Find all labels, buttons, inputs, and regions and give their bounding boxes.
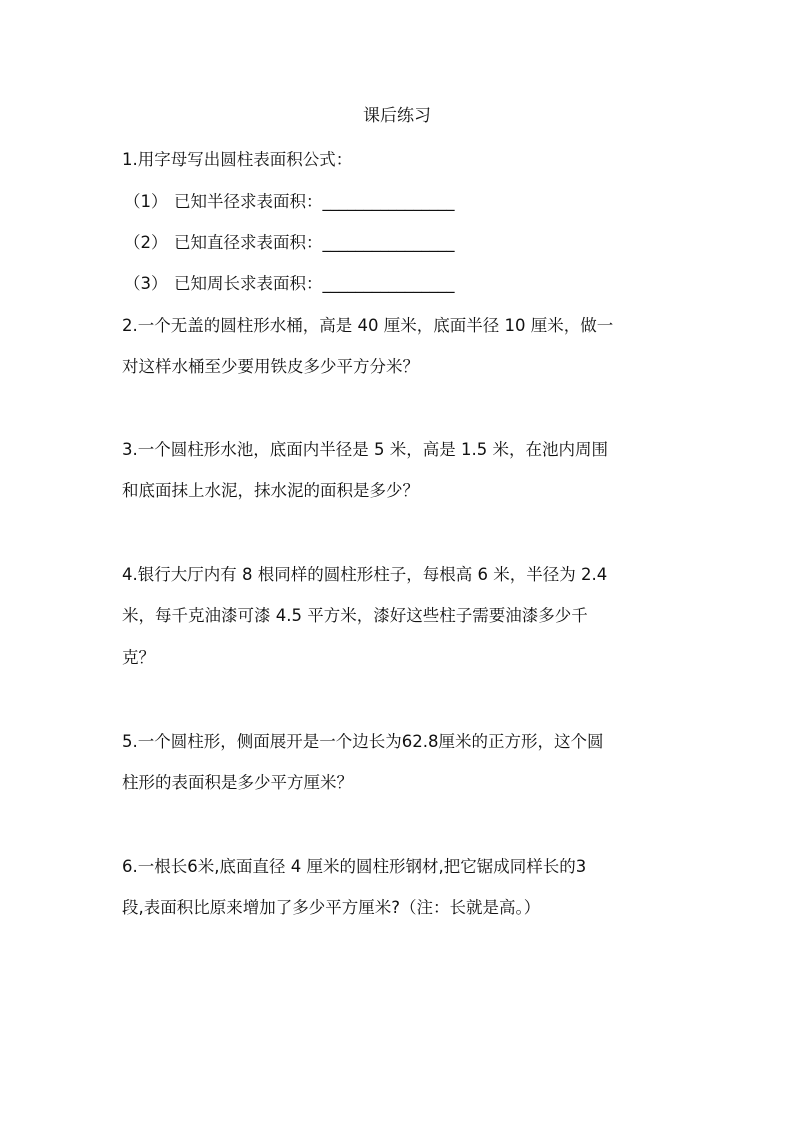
question-5-line: 柱形的表面积是多少平方厘米？ (122, 773, 353, 792)
item-number: （1） (124, 192, 168, 211)
question-6-line: 6.一根长6米,底面直径 4 厘米的圆柱形钢材,把它锯成同样长的3 (122, 857, 587, 876)
question-2-line: 2.一个无盖的圆柱形水桶，高是 40 厘米，底面半径 10 厘米，做一 (122, 316, 614, 335)
item-number: （3） (124, 274, 168, 293)
question-2-line: 对这样水桶至少要用铁皮多少平方分米？ (122, 357, 419, 376)
question-4-line: 米，每千克油漆可漆 4.5 平方米，漆好这些柱子需要油漆多少千 (122, 606, 588, 625)
item-text: 已知周长求表面积：________________ (174, 274, 455, 293)
question-1-prompt: 1.用字母写出圆柱表面积公式： (122, 150, 353, 169)
question-1-item (124, 272, 684, 296)
question-3-line: 3.一个圆柱形水池，底面内半径是 5 米，高是 1.5 米，在池内周围 (122, 440, 608, 459)
question-6-line: 段,表面积比原来增加了多少平方厘米?（注：长就是高。） (122, 898, 541, 917)
question-1-item (124, 231, 684, 255)
question-3-line: 和底面抹上水泥，抹水泥的面积是多少？ (122, 481, 419, 500)
question-4-line: 4.银行大厅内有 8 根同样的圆柱形柱子，每根高 6 米，半径为 2.4 (122, 565, 608, 584)
item-number: （2） (124, 233, 168, 252)
item-text: 已知直径求表面积：________________ (174, 233, 455, 252)
question-4-line: 克？ (122, 648, 155, 667)
question-1-item (124, 190, 684, 214)
page-title: 课后练习 (363, 106, 431, 126)
question-5-line: 5.一个圆柱形，侧面展开是一个边长为62.8厘米的正方形，这个圆 (122, 732, 604, 751)
item-text: 已知半径求表面积：________________ (174, 192, 455, 211)
